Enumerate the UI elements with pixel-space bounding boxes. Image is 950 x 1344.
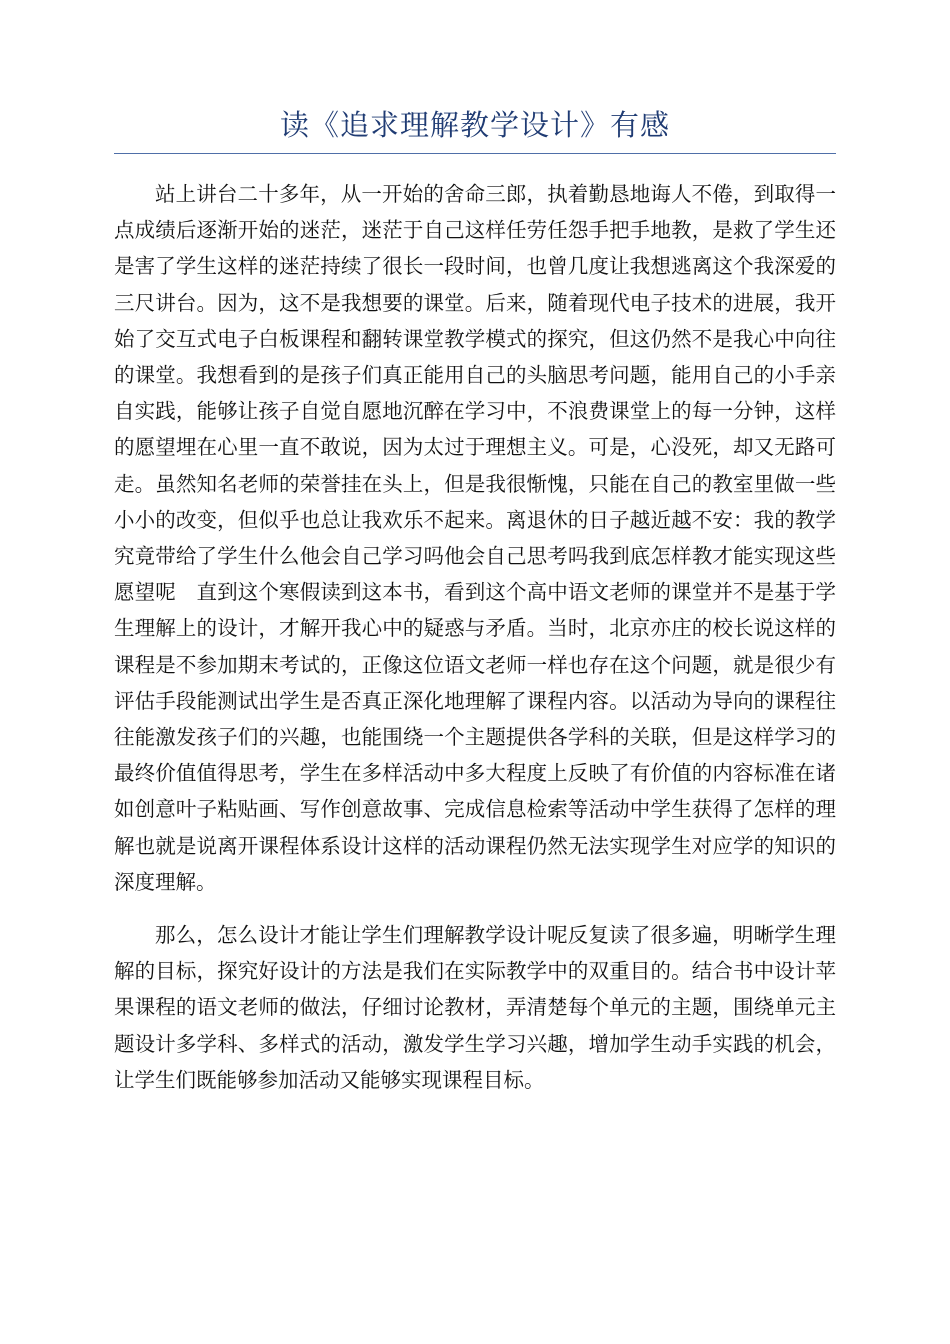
document-body [114, 176, 836, 1098]
paragraph-2: 那么，怎么设计才能让学生们理解教学设计呢反复读了很多遍，明晰学生理解的目标，探究好设计的方法是我们在实际教学中的双重目的。结合书中设计苹果课程的语文老师的做法，仔细讨论教材，弄清楚每个单元的主题，围绕单元主题设计多学科、多样式的活动，激发学生学习兴趣，增加学生动手实践的机会，让学生们既能够参加活动又能够实现课程目标。 [114, 923, 836, 1092]
paragraph-1: 站上讲台二十多年，从一开始的舍命三郎，执着勤恳地诲人不倦，到取得一点成绩后逐渐开始的迷茫，迷茫于自己这样任劳任怨手把手地教，是救了学生还是害了学生这样的迷茫持续了很长一段时间，也曾几度让我想逃离这个我深爱的三尺讲台。因为，这不是我想要的课堂。后来，随着现代电子技术的进展，我开始了交互式电子白板课程和翻转课堂教学模式的探究，但这仍然不是我心中向往的课堂。我想看到的是孩子们真正能用自己的头脑思考问题，能用自己的小手亲自实践，能够让孩子自觉自愿地沉醉在学习中，不浪费课堂上的每一分钟，这样的愿望埋在心里一直不敢说，因为太过于理想主义。可是，心没死，却又无路可走。虽然知名老师的荣誉挂在头上，但是我很惭愧，只能在自己的教室里做一些小小的改变，但似乎也总让我欢乐不起来。离退休的日子越近越不安：我的教学究竟带给了学生什么他会自己学习吗他会自己思考吗我到底怎样教才能实现这些愿望呢 直到这个寒假读到这本书，看到这个高中语文老师的课堂并不是基于学生理解上的设计，才解开我心中的疑惑与矛盾。当时，北京亦庄的校长说这样的课程是不参加期末考试的，正像这位语文老师一样也存在这个问题，就是很少有评估手段能测试出学生是否真正深化地理解了课程内容。以活动为导向的课程往往能激发孩子们的兴趣，也能围绕一个主题提供各学科的关联，但是这样学习的最终价值值得思考，学生在多样活动中多大程度上反映了有价值的内容标准在诸如创意叶子粘贴画、写作创意故事、完成信息检索等活动中学生获得了怎样的理解也就是说离开课程体系设计这样的活动课程仍然无法实现学生对应学的知识的深度理解。 [114, 182, 836, 894]
title-underline [114, 153, 836, 154]
document-title: 读《追求理解教学设计》有感 [279, 108, 670, 142]
